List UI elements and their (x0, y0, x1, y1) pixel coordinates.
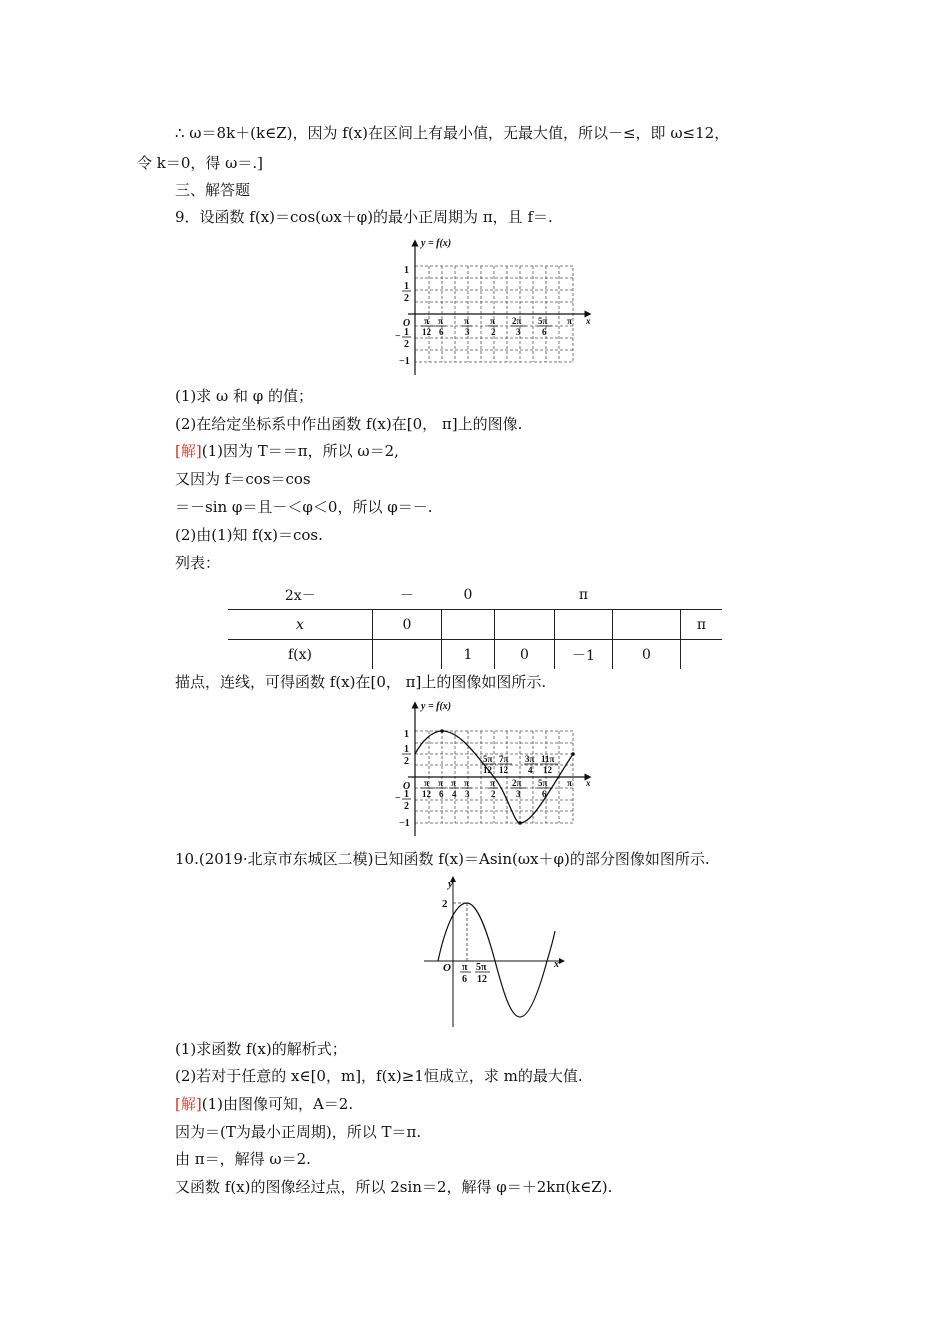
table-cell (613, 610, 681, 640)
table-cell (681, 580, 723, 610)
fig2-ltick-pi: π (567, 778, 572, 788)
fig3-xtick-5pi12-bot: 12 (477, 974, 487, 985)
fig2-utick-5pi12-top: 5π (483, 754, 493, 764)
table-row (228, 580, 722, 610)
table-cell: f(x) (228, 640, 373, 670)
fig2-utick-7pi12-bot: 12 (499, 765, 508, 775)
fig2-origin: O (403, 781, 411, 792)
table-row (228, 640, 722, 670)
table-cell: 1 (442, 640, 495, 670)
table-cell: 0 (613, 640, 681, 670)
fig2-ytick-nhalf-den: 2 (404, 801, 409, 812)
fig1-origin: O (403, 318, 411, 329)
q10-solution-2: 因为＝(T为最小正周期)，所以 T＝π. (175, 1123, 422, 1141)
table-cell: 0 (463, 586, 473, 603)
table-cell: －1 (555, 640, 613, 670)
table-cell: 0 (495, 640, 555, 670)
table-cell (681, 640, 723, 670)
fig1-xtick-pi12-bot: 12 (422, 327, 431, 337)
fig1-xtick-pi6-bot: 6 (439, 327, 444, 337)
fig2-ytick-half-den: 2 (404, 756, 409, 767)
fig2-ytick-nhalf-num: 1 (404, 789, 409, 800)
table-cell (442, 610, 495, 640)
fig1-xtick-2pi3-top: 2π (512, 316, 522, 326)
q10-solution-1-text: (1)由图像可知，A＝2. (201, 1095, 354, 1113)
table-intro: 列表： (175, 554, 221, 572)
fig2-ltick-2pi3-bot: 3 (516, 789, 521, 799)
table-cell (613, 580, 681, 610)
q9-solution-4: (2)由(1)知 f(x)＝cos. (175, 526, 323, 544)
question-9: 9．设函数 f(x)＝cos(ωx＋φ)的最小正周期为 π，且 f＝. (175, 208, 553, 226)
fig2-ltick-2pi3-top: 2π (512, 778, 522, 788)
fig2-ytick-1: 1 (404, 729, 409, 740)
fig2-ltick-5pi6-bot: 6 (542, 789, 547, 799)
fig3-y-label: y (448, 878, 453, 890)
fig2-ytick-neg1: −1 (399, 818, 410, 829)
fig1-ytick-minus: − (395, 331, 401, 342)
fig3-xtick-5pi12-top: 5π (476, 962, 487, 973)
table-cell (495, 610, 555, 640)
fig2-x-label: x (586, 778, 591, 788)
fig1-xtick-pi3-top: π (464, 316, 469, 326)
fig3-x-label: x (554, 959, 559, 970)
fig2-ltick-5pi6-top: 5π (538, 778, 548, 788)
fig2-utick-11pi12-bot: 12 (543, 765, 552, 775)
fig1-xtick-5pi6-top: 5π (538, 316, 548, 326)
fig1-xtick-pi3-bot: 3 (465, 327, 470, 337)
table-cell: π (681, 610, 723, 640)
table-cell (495, 580, 555, 610)
table-cell: 2x－ (284, 587, 316, 604)
fig1-title: y = f(x) (421, 238, 452, 249)
fig3-ytick-2: 2 (442, 898, 448, 910)
q10-part-2: (2)若对于任意的 x∈[0，m]，f(x)≥1恒成立，求 m的最大值. (175, 1067, 583, 1085)
fig1-ytick-nhalf-den: 2 (404, 339, 409, 350)
q9-solution-2: 又因为 f＝cos＝cos (175, 470, 311, 488)
q9-part-1: (1)求 ω 和 φ 的值； (175, 387, 314, 405)
fig2-ltick-pi12-bot: 12 (422, 789, 431, 799)
q10-solution-3: 由 π＝，解得 ω＝2. (175, 1150, 311, 1168)
fig2-ltick-pi4-top: π (451, 778, 456, 788)
fig2-utick-11pi12-top: 11π (541, 754, 555, 764)
fig2-ltick-pi2-bot: 2 (491, 789, 496, 799)
fig2-ltick-pi4-bot: 4 (452, 789, 457, 799)
fig3-xtick-pi6-top: π (462, 962, 468, 973)
fig1-ytick-1: 1 (404, 265, 409, 276)
table-cell: π (578, 586, 589, 603)
table-row (228, 610, 722, 640)
fig1-xtick-pi2-top: π (490, 316, 495, 326)
text-line-2: 令 k＝0，得 ω＝.] (137, 154, 264, 172)
fig2-ytick-minus: − (395, 793, 401, 804)
fig1-xtick-5pi6-bot: 6 (542, 327, 547, 337)
fig3-xtick-pi6-bot: 6 (462, 974, 467, 985)
fig2-ltick-pi2-top: π (490, 778, 495, 788)
figure-1-grid (390, 233, 602, 378)
plot-instruction: 描点，连线，可得函数 f(x)在[0， π]上的图像如图所示. (175, 673, 547, 691)
fig2-utick-7pi12-top: 7π (499, 754, 509, 764)
table-cell (555, 610, 613, 640)
fig2-utick-3pi4-bot: 4 (528, 765, 533, 775)
value-table (228, 580, 722, 669)
fig1-xtick-pi6-top: π (438, 316, 443, 326)
sine-curve (438, 903, 555, 1017)
table-cell: － (400, 587, 414, 604)
q9-part-2: (2)在给定坐标系中作出函数 f(x)在[0， π]上的图像. (175, 415, 523, 433)
fig1-x-label: x (586, 316, 591, 326)
fig1-ytick-half-den: 2 (404, 293, 409, 304)
fig3-origin: O (443, 962, 451, 974)
fig2-ltick-pi6-top: π (438, 778, 443, 788)
table-cell (373, 640, 442, 670)
text-line-1: ∴ ω＝8k＋(k∈Z)，因为 f(x)在区间上有最小值，无最大值，所以－≤，即 ω≤12， (175, 124, 730, 142)
fig2-utick-5pi12-bot: 12 (483, 765, 492, 775)
solution-tag: [解] (175, 442, 202, 460)
fig2-ltick-pi3-bot: 3 (465, 789, 470, 799)
fig1-ytick-neg1: −1 (399, 356, 410, 367)
fig2-ltick-pi3-top: π (464, 778, 469, 788)
figure-2-graph (390, 697, 602, 839)
fig1-xtick-pi: π (567, 316, 572, 326)
fig2-title: y = f(x) (421, 701, 452, 712)
q9-solution-1 (175, 441, 399, 461)
fig2-ytick-half-num: 1 (404, 744, 409, 755)
q10-part-1: (1)求函数 f(x)的解析式； (175, 1040, 347, 1058)
fig1-xtick-pi2-bot: 2 (491, 327, 496, 337)
q9-solution-1-text: (1)因为 T＝＝π，所以 ω＝2, (201, 442, 399, 460)
section-heading: 三、解答题 (175, 181, 251, 199)
fig1-ytick-nhalf-num: 1 (404, 327, 409, 338)
figure-3-graph (420, 875, 570, 1030)
fig1-ytick-half-num: 1 (404, 281, 409, 292)
fig1-xtick-2pi3-bot: 3 (516, 327, 521, 337)
fig1-xtick-pi12-top: π (424, 316, 429, 326)
table-cell: x (228, 610, 373, 640)
fig2-ltick-pi12-top: π (424, 778, 429, 788)
q10-solution-1 (175, 1094, 353, 1114)
q10-solution-4: 又函数 f(x)的图像经过点，所以 2sin＝2，解得 φ＝＋2kπ(k∈Z). (175, 1178, 613, 1196)
fig2-ltick-pi6-bot: 6 (439, 789, 444, 799)
solution-tag: [解] (175, 1095, 202, 1113)
table-cell: 0 (373, 610, 442, 640)
fig2-utick-3pi4-top: 3π (525, 754, 535, 764)
question-10: 10.(2019·北京市东城区二模)已知函数 f(x)＝Asin(ωx＋φ)的部分图像如图所示. (175, 850, 710, 868)
q9-solution-3: ＝－sin φ＝且－＜φ＜0，所以 φ＝－. (175, 498, 433, 516)
